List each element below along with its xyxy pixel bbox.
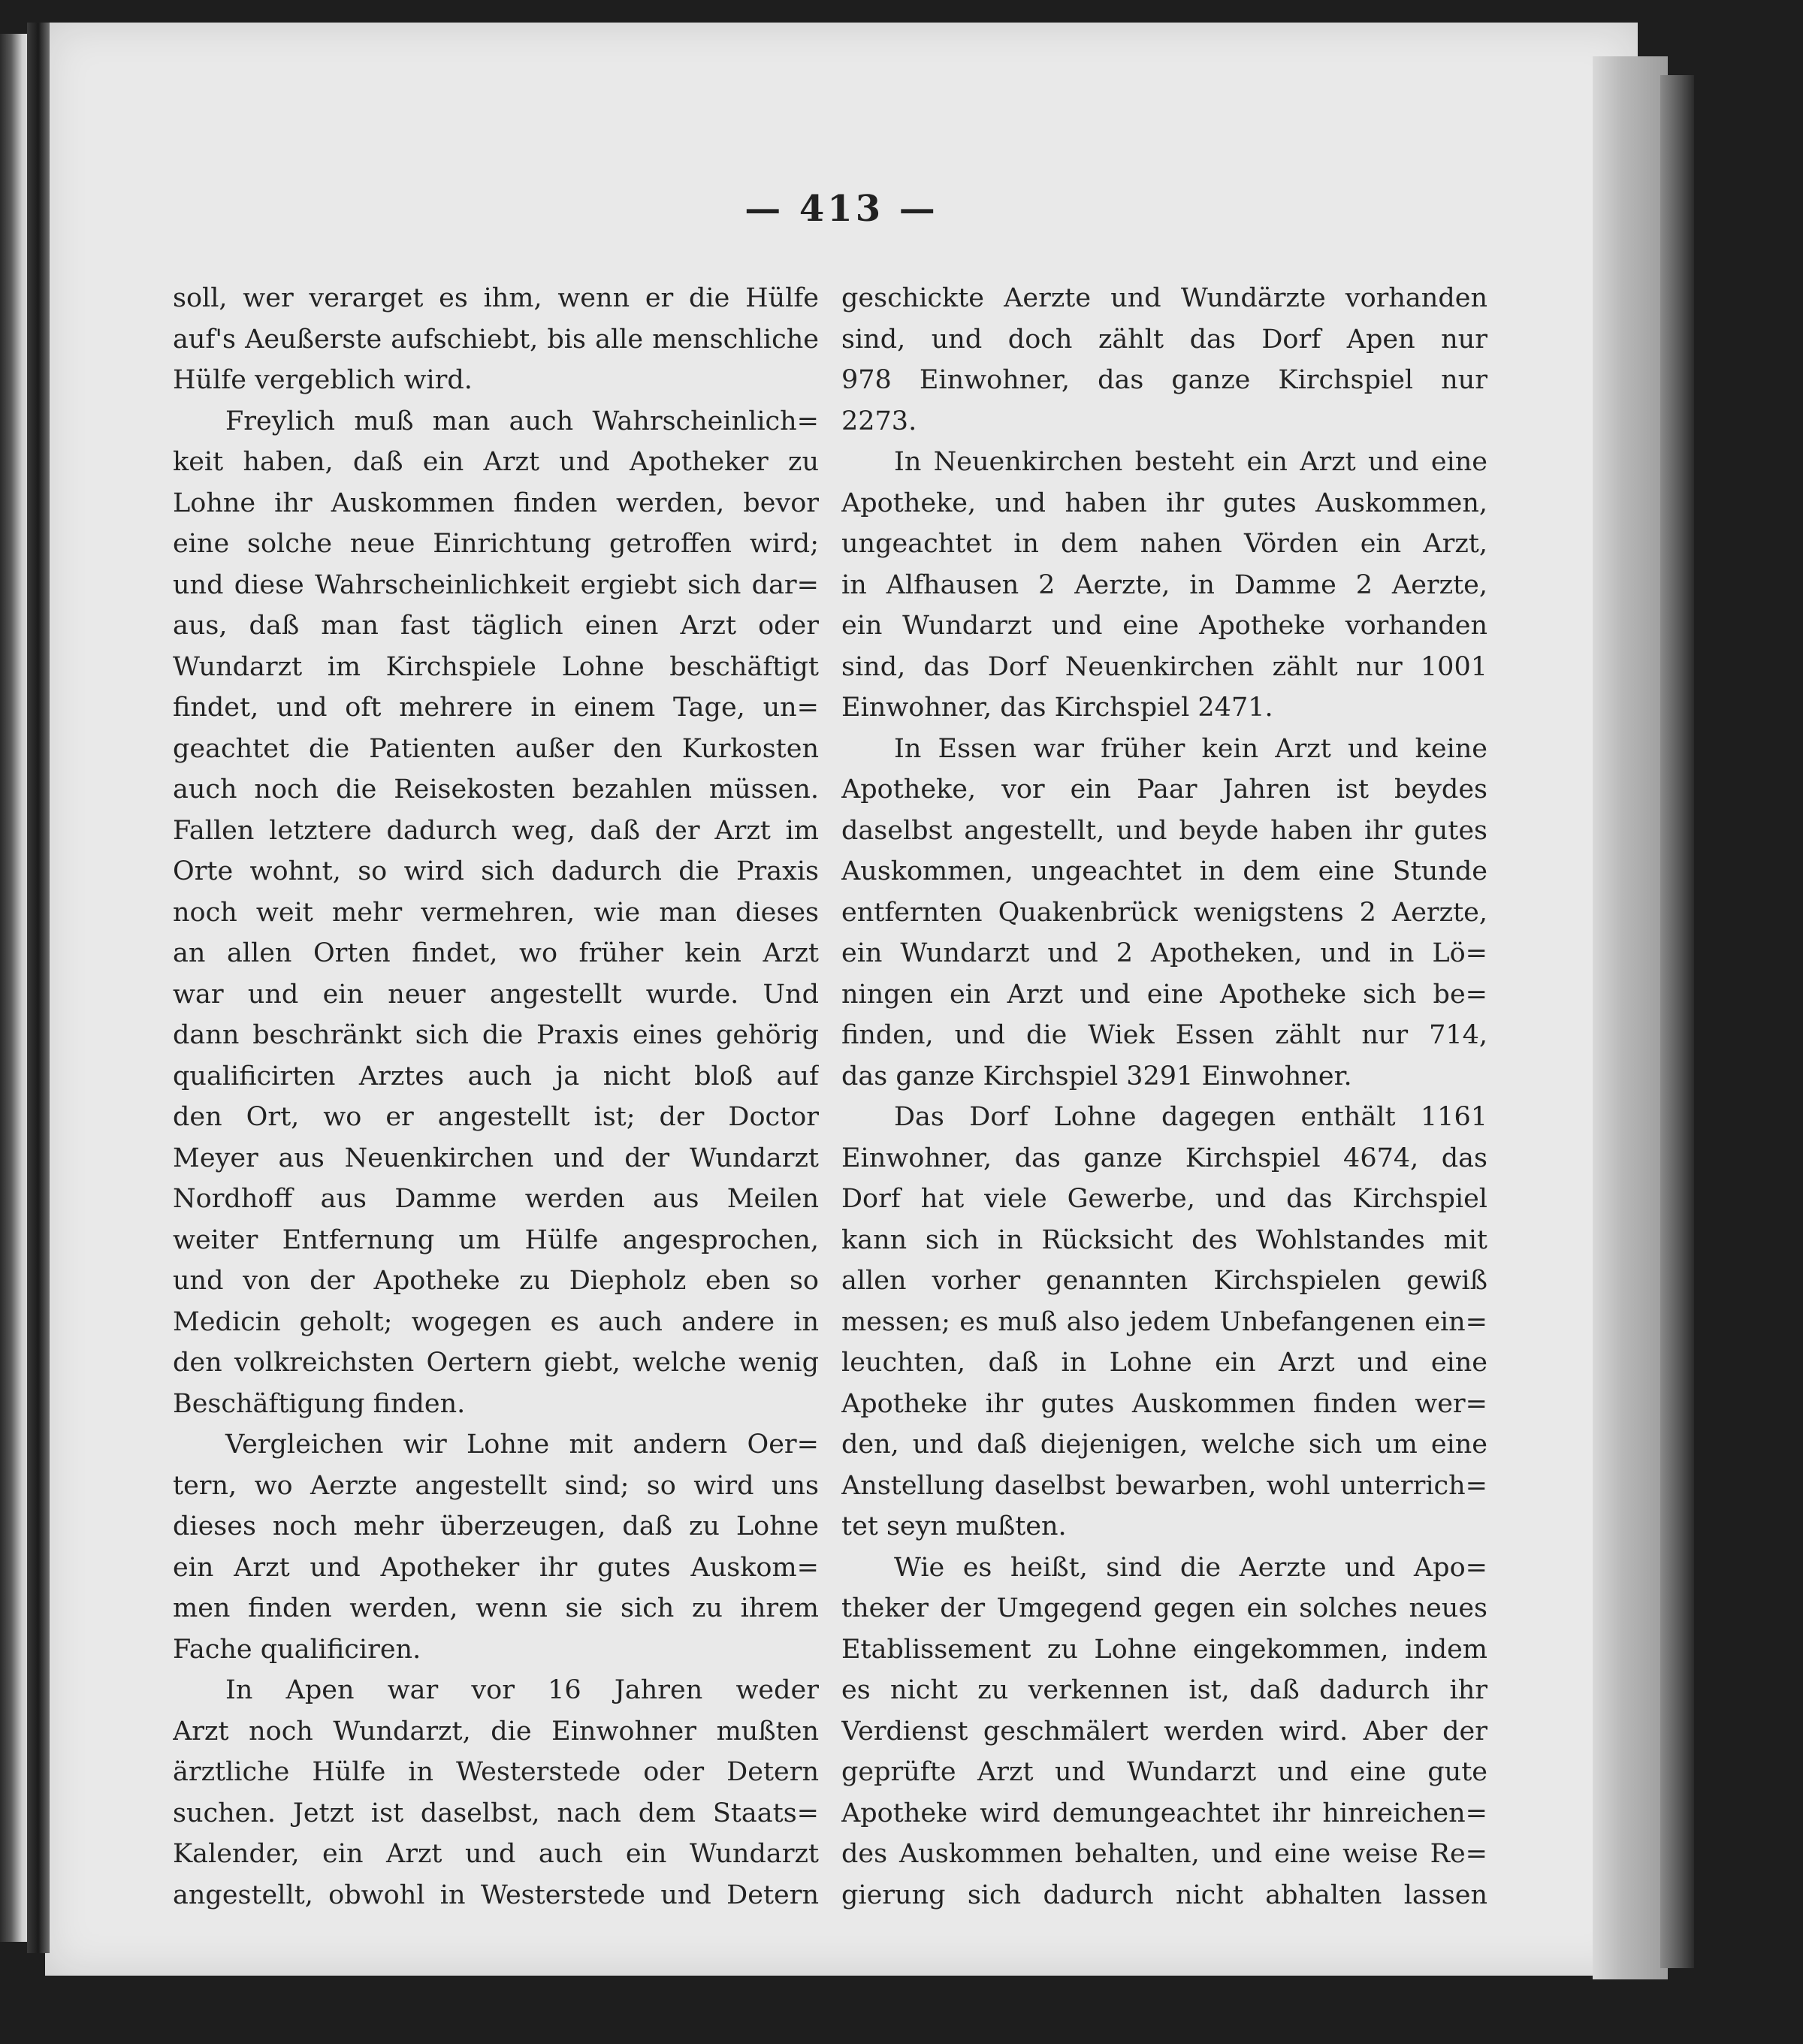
text-line: suchen. Jetzt ist daselbst, nach dem Staats=	[173, 1798, 819, 1828]
text-line: Meyer aus Neuenkirchen und der Wundarzt	[173, 1143, 819, 1173]
text-line: den Ort, wo er angestellt ist; der Doctor	[173, 1102, 819, 1132]
text-line: 2273.	[841, 406, 917, 436]
text-line: Orte wohnt, so wird sich dadurch die Praxis	[173, 856, 819, 886]
text-line: kann sich in Rücksicht des Wohlstandes mit	[841, 1224, 1487, 1255]
text-line: geachtet die Patienten außer den Kurkosten	[173, 733, 819, 764]
text-line: entfernten Quakenbrück wenigstens 2 Aerzte,	[841, 897, 1487, 928]
book-gutter	[27, 23, 50, 1953]
text-line: des Auskommen behalten, und eine weise Re=	[841, 1839, 1487, 1869]
text-line: dann beschränkt sich die Praxis eines gehörig	[173, 1020, 819, 1050]
text-line: auch noch die Reisekosten bezahlen müssen.	[173, 774, 819, 805]
text-line: Wie es heißt, sind die Aerzte und Apo=	[894, 1552, 1487, 1583]
text-line: Das Dorf Lohne dagegen enthält 1161	[894, 1102, 1487, 1132]
text-line: Kalender, ein Arzt und auch ein Wundarzt	[173, 1839, 819, 1869]
text-line: sind, und doch zählt das Dorf Apen nur	[841, 324, 1487, 355]
text-line: Anstellung daselbst bewarben, wohl unterrich=	[841, 1470, 1487, 1501]
text-line: aus, daß man fast täglich einen Arzt oder	[173, 611, 819, 641]
text-line: weiter Entfernung um Hülfe angesprochen,	[173, 1224, 819, 1255]
cover-edge	[1660, 75, 1694, 1968]
text-line: Hülfe vergeblich wird.	[173, 365, 473, 395]
text-line: ein Wundarzt und eine Apotheke vorhanden	[841, 611, 1487, 641]
text-line: messen; es muß also jedem Unbefangenen ein=	[841, 1306, 1487, 1337]
text-line: Lohne ihr Auskommen finden werden, bevor	[173, 488, 819, 518]
text-line: In Essen war früher kein Arzt und keine	[894, 733, 1487, 764]
text-line: ningen ein Arzt und eine Apotheke sich be=	[841, 979, 1487, 1010]
text-line: leuchten, daß in Lohne ein Arzt und eine	[841, 1348, 1487, 1378]
text-line: qualificirten Arztes auch ja nicht bloß auf	[173, 1061, 819, 1091]
text-line: in Alfhausen 2 Aerzte, in Damme 2 Aerzte,	[841, 569, 1487, 600]
text-line: Apotheke, vor ein Paar Jahren ist beydes	[841, 774, 1487, 805]
text-line: das ganze Kirchspiel 3291 Einwohner.	[841, 1061, 1352, 1091]
text-line: Vergleichen wir Lohne mit andern Oer=	[225, 1430, 819, 1460]
text-line: Apotheke, und haben ihr gutes Auskommen,	[841, 488, 1487, 518]
text-line: Wundarzt im Kirchspiele Lohne beschäftigt	[173, 651, 819, 682]
text-line: tern, wo Aerzte angestellt sind; so wird uns	[173, 1470, 819, 1501]
book-page	[45, 23, 1638, 1976]
text-line: angestellt, obwohl in Westerstede und Detern	[173, 1879, 819, 1910]
text-line: eine solche neue Einrichtung getroffen wird;	[173, 529, 819, 559]
text-line: es nicht zu verkennen ist, daß dadurch ihr	[841, 1675, 1487, 1705]
text-line: soll, wer verarget es ihm, wenn er die Hülfe	[173, 283, 819, 313]
text-line: allen vorher genannten Kirchspielen gewiß	[841, 1266, 1487, 1296]
text-line: Medicin geholt; wogegen es auch andere in	[173, 1306, 819, 1337]
text-line: Verdienst geschmälert werden wird. Aber der	[841, 1716, 1487, 1747]
text-line: keit haben, daß ein Arzt und Apotheker zu	[173, 447, 819, 477]
text-line: und von der Apotheke zu Diepholz eben so	[173, 1266, 819, 1296]
text-line: 978 Einwohner, das ganze Kirchspiel nur	[841, 365, 1487, 395]
page-number: — 413 —	[744, 188, 938, 230]
page-fore-edge	[1593, 56, 1668, 1979]
text-line: den, und daß diejenigen, welche sich um eine	[841, 1430, 1487, 1460]
text-line: ärztliche Hülfe in Westerstede oder Detern	[173, 1757, 819, 1787]
text-line: Freylich muß man auch Wahrscheinlich=	[225, 406, 819, 436]
text-line: theker der Umgegend gegen ein solches neues	[841, 1593, 1487, 1623]
text-line: tet seyn mußten.	[841, 1511, 1067, 1541]
text-line: Nordhoff aus Damme werden aus Meilen	[173, 1184, 819, 1214]
text-line: Fallen letztere dadurch weg, daß der Arzt im	[173, 815, 819, 846]
text-line: auf's Aeußerste aufschiebt, bis alle menschliche	[173, 324, 819, 355]
text-line: Etablissement zu Lohne eingekommen, indem	[841, 1634, 1487, 1665]
text-line: Einwohner, das Kirchspiel 2471.	[841, 693, 1273, 723]
text-line: dieses noch mehr überzeugen, daß zu Lohne	[173, 1511, 819, 1541]
text-line: Dorf hat viele Gewerbe, und das Kirchspiel	[841, 1184, 1487, 1214]
text-line: den volkreichsten Oertern giebt, welche wenig	[173, 1348, 819, 1378]
text-line: ein Arzt und Apotheker ihr gutes Auskom=	[173, 1552, 819, 1583]
text-line: Beschäftigung finden.	[173, 1388, 466, 1419]
text-line: geprüfte Arzt und Wundarzt und eine gute	[841, 1757, 1487, 1787]
text-line: sind, das Dorf Neuenkirchen zählt nur 1001	[841, 651, 1487, 682]
text-line: geschickte Aerzte und Wundärzte vorhanden	[841, 283, 1487, 313]
text-line: gierung sich dadurch nicht abhalten lassen	[841, 1879, 1487, 1910]
text-line: daselbst angestellt, und beyde haben ihr gutes	[841, 815, 1487, 846]
text-line: finden, und die Wiek Essen zählt nur 714,	[841, 1020, 1487, 1050]
text-column-right	[841, 278, 1487, 1916]
text-line: In Apen war vor 16 Jahren weder	[225, 1675, 819, 1705]
text-line: men finden werden, wenn sie sich zu ihrem	[173, 1593, 819, 1623]
text-line: In Neuenkirchen besteht ein Arzt und eine	[894, 447, 1487, 477]
text-line: ungeachtet in dem nahen Vörden ein Arzt,	[841, 529, 1487, 559]
text-line: ein Wundarzt und 2 Apotheken, und in Lö=	[841, 938, 1487, 968]
text-line: Auskommen, ungeachtet in dem eine Stunde	[841, 856, 1487, 886]
text-line: Fache qualificiren.	[173, 1634, 421, 1665]
text-line: noch weit mehr vermehren, wie man dieses	[173, 897, 819, 928]
text-line: Arzt noch Wundarzt, die Einwohner mußten	[173, 1716, 819, 1747]
text-line: findet, und oft mehrere in einem Tage, un=	[173, 693, 819, 723]
text-line: und diese Wahrscheinlichkeit ergiebt sich dar=	[173, 569, 819, 600]
text-line: war und ein neuer angestellt wurde. Und	[173, 979, 819, 1010]
text-line: Apotheke ihr gutes Auskommen finden wer=	[841, 1388, 1487, 1419]
text-line: Einwohner, das ganze Kirchspiel 4674, das	[841, 1143, 1487, 1173]
text-line: Apotheke wird demungeachtet ihr hinreichen=	[841, 1798, 1487, 1828]
text-column-left	[173, 278, 819, 1916]
text-line: an allen Orten findet, wo früher kein Arzt	[173, 938, 819, 968]
